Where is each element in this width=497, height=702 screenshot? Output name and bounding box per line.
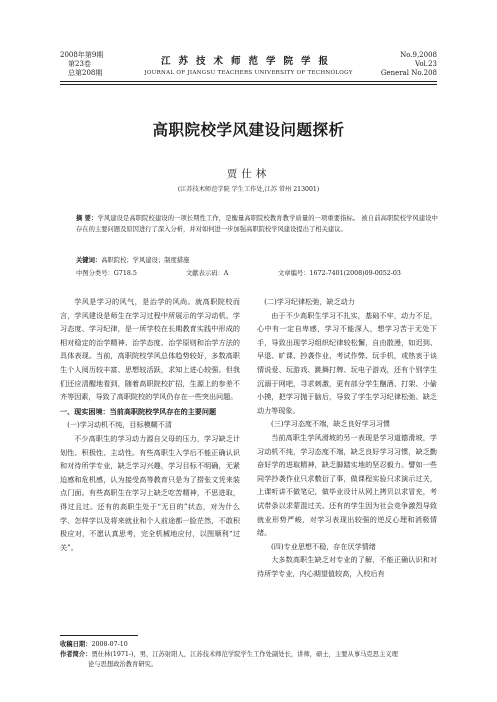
article-author: 贾仕林 bbox=[226, 168, 271, 180]
keywords bbox=[76, 255, 189, 264]
document-code: 文献表示码：A bbox=[186, 270, 229, 277]
paragraph: 大多数高职生缺乏对专业的了解，不能正确认识和对待所学专业，内心期望值较高，入校后有 bbox=[257, 555, 437, 578]
subsection-heading: (三)学习态度不端，缺乏良好学习习惯 bbox=[271, 419, 391, 429]
issue-number: 2008年第9期 bbox=[60, 51, 104, 59]
header-rule-thin bbox=[60, 84, 437, 85]
journal-name bbox=[110, 53, 387, 76]
author-bio-label: 作者简介： bbox=[60, 651, 92, 658]
paragraph: 由于不少高职生学习不扎实，基础不牢，动力不足，心中有一定自卑感，学习不能深入，想学习苦于无处下手，导致出现学习组织纪律较松懈，自由散漫，如迟到、早退、旷课、抄袭作业、考试作弊、玩手机，或热衷于谈情说爱、玩游戏、跳舞打牌、玩电子游戏，还有个别学生沉溺于网吧，寻求刺激，更有部分学生酗酒、打架、小偷小摸，把学习抛于脑后，导致了学生学习纪律松弛、缺乏动力等现象。 bbox=[257, 310, 437, 415]
author-bio-continuation: 论与思想政治教育研究。 bbox=[88, 661, 158, 668]
journal-name-cn: 江苏技术师范学院学报 bbox=[160, 56, 336, 67]
author-affiliation: (江苏技术师范学院 学生工作处,江苏 常州 213001) bbox=[177, 186, 320, 193]
keywords-label: 关键词： bbox=[76, 257, 102, 264]
abstract-label: 摘 要： bbox=[76, 215, 98, 222]
subsection-heading: (一)学习动机不纯，目标模糊不清 bbox=[67, 420, 172, 430]
header-rule-thick bbox=[60, 81, 437, 82]
general-number: 总第208期 bbox=[68, 69, 103, 77]
abstract-text: 学风建设是高职院校建设的一项长期性工作，是衡量高职院校教育教学质量的一项重要指标。 被自前高职院校学风建设中存在的主要问题及原因进行了深入分析，并对如何进一步加强高职院校学风建设提出了相关建议。 bbox=[76, 215, 438, 233]
issue-info-en bbox=[381, 51, 437, 78]
keywords-text: 高职院校；学风建设；制度措施 bbox=[101, 257, 190, 264]
issue-info bbox=[60, 51, 103, 78]
clc-number: 中图分类号：G718.5 bbox=[76, 270, 137, 277]
article-number: 文章编号：1672-7401(2008)09-0052-03 bbox=[278, 270, 401, 277]
body-column-right bbox=[257, 295, 437, 580]
classification-line bbox=[76, 268, 438, 277]
general-number-en: General No.208 bbox=[380, 69, 437, 77]
footnote bbox=[60, 640, 440, 670]
footnote-rule bbox=[60, 635, 138, 636]
abstract bbox=[76, 213, 438, 235]
subsection-heading: (二)学习纪律松弛，缺乏动力 bbox=[264, 297, 355, 306]
subsection-heading: (四)专业思想不稳，存在厌学情绪 bbox=[271, 541, 376, 551]
issue-number-en: No.9,2008 bbox=[400, 51, 437, 59]
author-bio-text: 贾仕林(1971-)，男，江苏射阳人，江苏技术师范学院学生工作处副处长，讲师，硕士，主要从事马克思主义理 bbox=[91, 651, 398, 658]
received-date-line bbox=[60, 640, 440, 650]
received-date: 2008-07-10 bbox=[91, 641, 128, 648]
journal-name-en: JOURNAL OF JIANGSU TEACHERS UNIVERSITY OF TECHNOLOGY bbox=[144, 70, 353, 76]
paragraph: 当前高职生学风滑坡的另一表现是学习道德滑坡，学习动机不纯，学习态度不端，缺乏良好学习习惯，缺乏勤奋好学的进取精神，缺乏脚踏实地的坚忍毅力。譬如一些同学抄袭作业只求敷衍了事，做课程实验只求演示过关，上课听讲不做笔记，做毕业设计从网上拷贝以求冒充，考试带条以求蒙混过关。还有的学生因为社会竞争激烈导致就业形势严峻，对学习表现出较强的逆反心理和消极情绪。 bbox=[257, 432, 437, 538]
volume-number-en: Vol.23 bbox=[415, 60, 437, 68]
volume-number: 第23卷 bbox=[68, 60, 91, 68]
body-column-left bbox=[60, 295, 240, 554]
article-title: 高职院校学风建设问题探析 bbox=[152, 120, 345, 139]
received-label: 收稿日期： bbox=[60, 641, 92, 648]
paragraph: 学风是学习的风气，是治学的风尚。就高职院校而言，学风建设是师生在学习过程中所展示的学习动机、学习态度、学习纪律，是一所学校在长期教育实践中形成的相对稳定的治学精神、治学态度、治学原则和治学方法的具体表现。当前，高职院校学风总体趋势较好，多数高职生个人阅历较丰富、思想较活跃，求知上进心较强。但我们还应清醒地看到，随着高职院校扩招，生源上的参差不齐等因素，导致了高职院校的学风仍存在一些突出问题。 bbox=[60, 297, 240, 402]
paragraph: 不少高职生的学习动力源自父母的压力，学习缺乏计划性、积极性、主动性。有些高职生入学后不能正确认识和对待所学专业，缺乏学习兴趣，学习目标不明确，无紧迫感和危机感，认为接受高等教育只是为了捞张文凭来装点门面。有些高职生在学习上缺乏吃苦精神，不思进取，得过且过。还有的高职生处于“无目的”状态，对为什么学、怎样学以及将来就业和个人前途都一脸茫然，不敢积极应对，不愿认真思考，完全机械地应付，以图顺利“过关”。 bbox=[60, 433, 240, 552]
section-heading: 一、现实困境：当前高职院校学风存在的主要问题 bbox=[60, 406, 217, 416]
author-bio-line bbox=[60, 650, 440, 660]
